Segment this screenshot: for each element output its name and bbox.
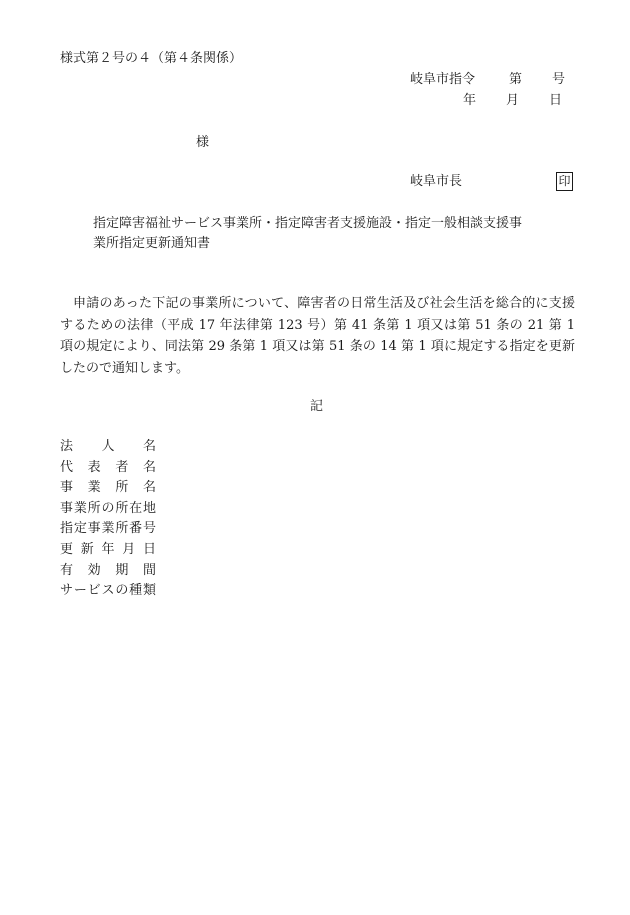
document-title-line-2: 業所指定更新通知書 [93, 236, 211, 251]
field-service-type: サービスの種類 [60, 583, 156, 599]
issuer-name: 岐阜市長 [410, 174, 463, 189]
date-year: 年 [463, 93, 477, 108]
addressee-honorific: 様 [196, 135, 210, 150]
document-number-prefix: 岐阜市指令 [410, 72, 476, 87]
field-validity-period: 有効期間 [60, 562, 156, 578]
notification-body: 申請のあった下記の事業所について、障害者の日常生活及び社会生活を総合的に支援するための法律（平成 17 年法律第 123 号）第 41 条第 1 項又は第 51 条の 21 第 1 項の規定により、同法第 29 条第 1 項又は第 51 条の 14 第 1 項に規定する指定を更新したので通知します。 [60, 296, 575, 376]
field-office-address: 事業所の所在地 [60, 500, 156, 516]
field-renewal-date: 更新年月日 [60, 541, 156, 557]
form-number: 様式第２号の４（第４条関係） [60, 51, 243, 66]
seal-stamp: 印 [556, 172, 573, 191]
document-title [93, 214, 563, 254]
document-number-go: 号 [552, 72, 566, 87]
field-representative-name: 代表者名 [60, 459, 156, 475]
document-number-dai: 第 [509, 72, 523, 87]
ki-heading: 記 [310, 399, 324, 414]
document-title-line-1: 指定障害福祉サービス事業所・指定障害者支援施設・指定一般相談支援事 [93, 216, 523, 231]
document-date-line [463, 92, 562, 110]
date-month: 月 [506, 93, 520, 108]
document-number-line [410, 71, 565, 89]
field-office-name: 事業所名 [60, 480, 156, 496]
field-office-number: 指定事業所番号 [60, 521, 156, 537]
date-day: 日 [549, 93, 563, 108]
field-corporation-name: 法人名 [60, 439, 156, 454]
field-list [60, 437, 156, 602]
